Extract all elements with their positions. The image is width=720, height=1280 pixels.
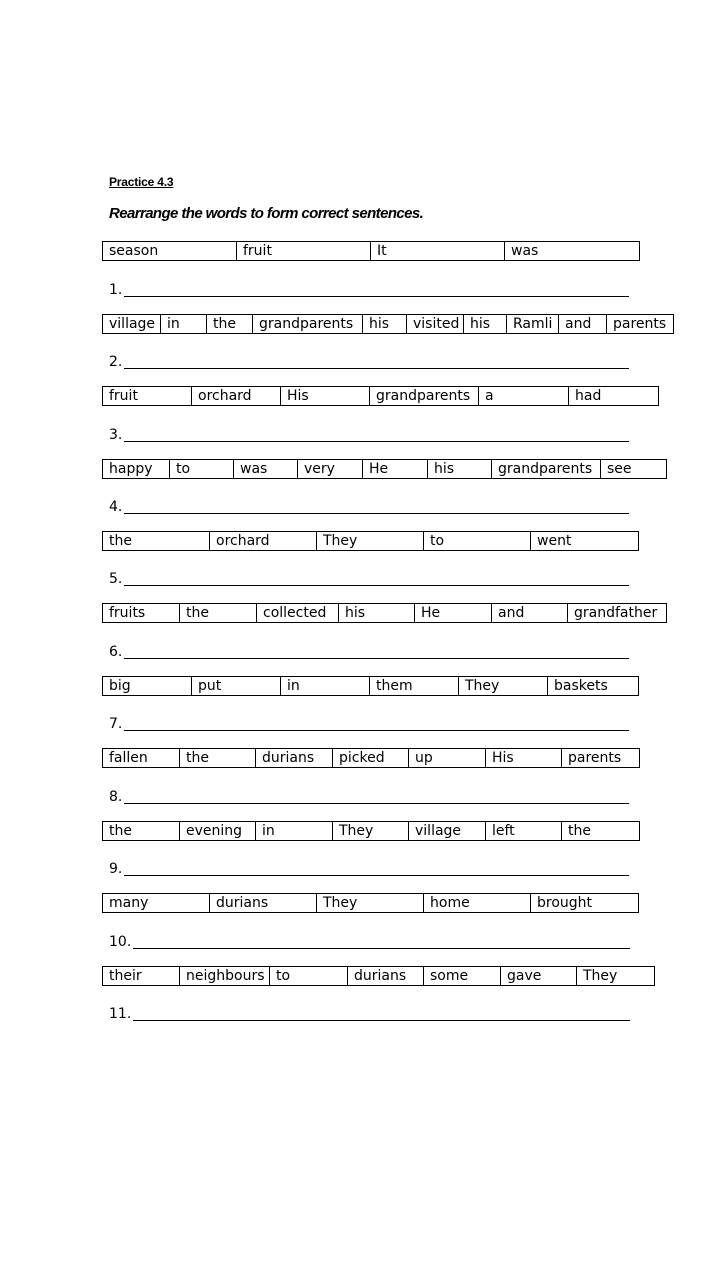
word-cell: parents (613, 316, 667, 332)
word-cell: his (464, 315, 507, 333)
answer-blank[interactable] (124, 658, 629, 659)
answer-number: 7. (109, 716, 123, 732)
word-cell: big (103, 677, 192, 695)
word-cell: was (511, 243, 539, 259)
answer-number: 11. (109, 1006, 132, 1022)
answer-blank[interactable] (124, 875, 629, 876)
answer-blank[interactable] (124, 803, 629, 804)
word-cell: in (281, 677, 370, 695)
word-cell: the (103, 532, 210, 550)
word-cell: collected (257, 604, 339, 622)
answer-line[interactable] (109, 567, 629, 587)
word-box-row (102, 531, 639, 551)
word-cell: the (103, 822, 180, 840)
worksheet-title: Practice 4.3 (109, 175, 174, 189)
answer-line[interactable] (109, 640, 629, 660)
word-cell: home (424, 894, 531, 912)
word-cell: village (103, 315, 161, 333)
word-box-row (102, 459, 667, 479)
word-cell: They (317, 532, 424, 550)
word-box-row (102, 241, 640, 261)
word-cell: had (575, 388, 602, 404)
word-cell: and (492, 604, 568, 622)
word-cell: gave (501, 967, 577, 985)
word-cell: He (415, 604, 492, 622)
word-cell: orchard (210, 532, 317, 550)
word-cell: baskets (554, 678, 608, 694)
word-cell: season (103, 242, 237, 260)
answer-number: 9. (109, 861, 123, 877)
answer-blank[interactable] (124, 730, 629, 731)
word-cell: the (207, 315, 253, 333)
word-cell: grandparents (370, 387, 479, 405)
answer-number: 6. (109, 644, 123, 660)
word-cell: many (103, 894, 210, 912)
word-cell: grandparents (492, 460, 601, 478)
answer-line[interactable] (109, 1002, 630, 1022)
word-cell: evening (180, 822, 256, 840)
word-cell: his (363, 315, 407, 333)
word-cell: went (537, 533, 572, 549)
word-cell: very (298, 460, 363, 478)
answer-line[interactable] (109, 350, 629, 370)
answer-number: 3. (109, 427, 123, 443)
word-cell: the (180, 749, 256, 767)
word-cell: in (256, 822, 333, 840)
answer-blank[interactable] (124, 513, 629, 514)
word-cell: It (371, 242, 505, 260)
answer-blank[interactable] (133, 948, 630, 949)
word-box-row (102, 748, 640, 768)
word-cell: His (281, 387, 370, 405)
word-cell: them (370, 677, 459, 695)
word-cell: durians (348, 967, 424, 985)
word-cell: His (486, 749, 562, 767)
answer-blank[interactable] (124, 368, 629, 369)
answer-number: 8. (109, 789, 123, 805)
word-cell: neighbours (180, 967, 270, 985)
word-box-row (102, 603, 667, 623)
word-cell: orchard (192, 387, 281, 405)
word-cell: his (339, 604, 415, 622)
answer-number: 10. (109, 934, 132, 950)
word-cell: visited (407, 315, 464, 333)
worksheet-instruction: Rearrange the words to form correct sentences. (109, 205, 424, 222)
word-cell: fruit (237, 242, 371, 260)
word-cell: parents (568, 750, 622, 766)
word-cell: durians (210, 894, 317, 912)
word-cell: and (559, 315, 607, 333)
word-cell: They (317, 894, 424, 912)
word-box-row (102, 314, 674, 334)
answer-line[interactable] (109, 785, 629, 805)
word-cell: They (333, 822, 409, 840)
word-cell: to (424, 532, 531, 550)
word-box-row (102, 676, 639, 696)
word-cell: They (583, 968, 618, 984)
word-cell: see (607, 461, 632, 477)
answer-blank[interactable] (124, 441, 629, 442)
word-cell: grandparents (253, 315, 363, 333)
word-cell: to (270, 967, 348, 985)
word-cell: happy (103, 460, 170, 478)
word-cell: He (363, 460, 428, 478)
word-box-row (102, 893, 639, 913)
word-cell: left (486, 822, 562, 840)
answer-number: 2. (109, 354, 123, 370)
word-cell: put (192, 677, 281, 695)
answer-number: 4. (109, 499, 123, 515)
answer-blank[interactable] (133, 1020, 630, 1021)
word-cell: fruits (103, 604, 180, 622)
word-cell: fallen (103, 749, 180, 767)
word-cell: the (568, 823, 591, 839)
answer-line[interactable] (109, 712, 629, 732)
word-cell: They (459, 677, 548, 695)
answer-blank[interactable] (124, 296, 629, 297)
answer-number: 5. (109, 571, 123, 587)
answer-blank[interactable] (124, 585, 629, 586)
word-cell: his (428, 460, 492, 478)
word-cell: fruit (103, 387, 192, 405)
word-box-row (102, 386, 659, 406)
word-cell: up (409, 749, 486, 767)
word-cell: brought (537, 895, 593, 911)
word-cell: was (234, 460, 298, 478)
word-cell: a (479, 387, 569, 405)
word-cell: in (161, 315, 207, 333)
answer-line[interactable] (109, 930, 630, 950)
word-cell: picked (333, 749, 409, 767)
word-cell: their (103, 967, 180, 985)
word-box-row (102, 821, 640, 841)
word-cell: Ramli (507, 315, 559, 333)
word-box-row (102, 966, 655, 986)
word-cell: durians (256, 749, 333, 767)
word-cell: some (424, 967, 501, 985)
word-cell: to (170, 460, 234, 478)
answer-line[interactable] (109, 857, 629, 877)
answer-line[interactable] (109, 423, 629, 443)
answer-line[interactable] (109, 495, 629, 515)
word-cell: the (180, 604, 257, 622)
word-cell: village (409, 822, 486, 840)
answer-number: 1. (109, 282, 123, 298)
answer-line[interactable] (109, 278, 629, 298)
word-cell: grandfather (574, 605, 658, 621)
